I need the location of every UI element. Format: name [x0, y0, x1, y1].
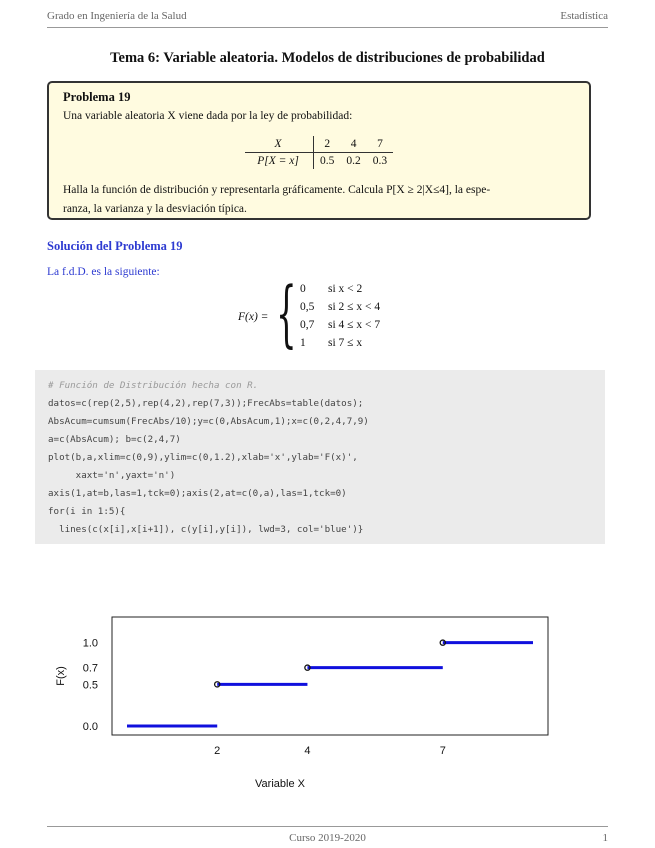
page-header	[47, 10, 608, 22]
formula-case	[300, 301, 460, 313]
table-p-value: 0.5	[320, 155, 335, 167]
probability-table	[245, 136, 393, 169]
problem-statement: Una variable aleatoria X viene dada por la ley de probabilidad:	[63, 110, 353, 122]
header-course: Grado en Ingeniería de la Salud	[47, 10, 187, 22]
solution-title: Solución del Problema 19	[47, 239, 183, 253]
code-line: for(i in 1:5){	[48, 506, 126, 517]
code-line: AbsAcum=cumsum(FrecAbs/10);y=c(0,AbsAcum,1);x=c(0,2,4,7,9)	[48, 416, 369, 427]
x-axis-label: Variable X	[255, 778, 305, 790]
formula-case	[300, 319, 460, 331]
formula-lhs: F(x) =	[238, 311, 269, 323]
problem-box	[47, 81, 591, 220]
case-condition: si 7 ≤ x	[328, 337, 363, 349]
x-tick-label: 7	[439, 745, 446, 757]
question-line: ranza, la varianza y la desviación típica.	[63, 203, 247, 215]
y-tick-label: 0.7	[82, 662, 98, 675]
table-x-value: 2	[314, 136, 341, 153]
case-condition: si x < 2	[328, 283, 363, 295]
code-line: datos=c(rep(2,5),rep(4,2),rep(7,3));FrecAbs=table(datos);	[48, 398, 364, 409]
solution-intro: La f.d.D. es la siguiente:	[47, 266, 160, 278]
footer-course-year: Curso 2019-2020	[289, 832, 366, 844]
table-p-value: 0.3	[372, 155, 388, 167]
code-comment: # Función de Distribución hecha con R.	[48, 380, 259, 391]
case-value: 1	[300, 337, 306, 349]
case-value: 0,7	[300, 319, 315, 331]
y-tick-label: 0.5	[82, 679, 98, 692]
x-tick-label: 4	[304, 745, 311, 757]
table-x-value: 4	[340, 136, 366, 153]
footer-rule	[47, 826, 608, 827]
formula-case	[300, 337, 460, 349]
table-p-value: 0.2	[346, 155, 361, 167]
case-condition: si 2 ≤ x < 4	[328, 301, 381, 313]
y-tick-label: 1.0	[82, 637, 98, 650]
cdf-step-chart	[50, 600, 570, 800]
case-value: 0	[300, 283, 306, 295]
table-x-value: 7	[367, 136, 393, 153]
y-tick-label: 0.0	[82, 721, 98, 733]
plot-frame	[112, 617, 548, 735]
brace-icon: {	[276, 271, 297, 355]
page-title: Tema 6: Variable aleatoria. Modelos de distribuciones de probabilidad	[110, 50, 545, 66]
problem-question	[63, 181, 575, 219]
case-condition: si 4 ≤ x < 7	[328, 319, 381, 331]
question-line: Halla la función de distribución y representarla gráficamente. Calcula P[X ≥ 2|X≤4], la espe-	[63, 184, 491, 196]
header-subject: Estadística	[560, 10, 608, 22]
table-x-label: X	[245, 136, 314, 153]
table-p-label: P[X = x]	[245, 153, 314, 170]
formula-case	[300, 283, 460, 295]
code-line: plot(b,a,xlim=c(0,9),ylim=c(0,1.2),xlab='x',ylab='F(x)',	[48, 452, 358, 463]
x-tick-label: 2	[214, 745, 221, 757]
code-line: xaxt='n',yaxt='n')	[48, 470, 176, 481]
page-number: 1	[602, 832, 608, 844]
r-code-block	[35, 370, 605, 544]
problem-title: Problema 19	[63, 90, 131, 104]
code-line: axis(1,at=b,las=1,tck=0);axis(2,at=c(0,a),las=1,tck=0)	[48, 488, 347, 499]
header-rule	[47, 27, 608, 28]
y-axis-label: F(x)	[55, 666, 67, 686]
code-line: a=c(AbsAcum); b=c(2,4,7)	[48, 434, 181, 445]
case-value: 0,5	[300, 301, 315, 313]
code-line: lines(c(x[i],x[i+1]), c(y[i],y[i]), lwd=3, col='blue')}	[48, 524, 364, 535]
cdf-formula	[238, 271, 438, 355]
